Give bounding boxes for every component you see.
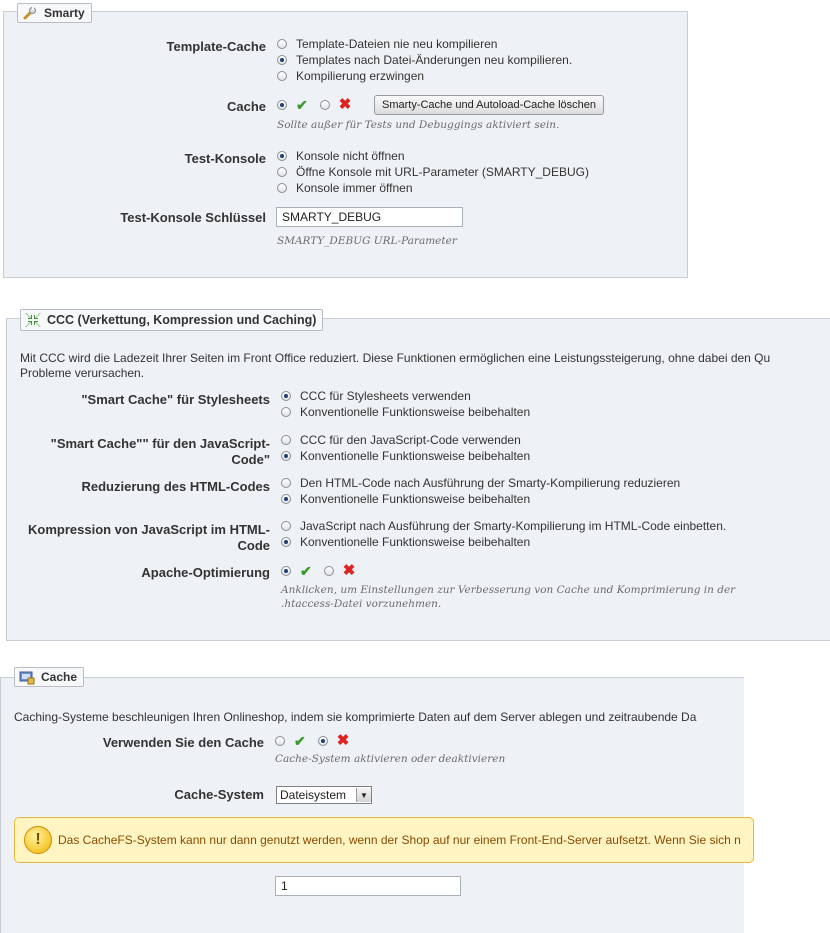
js-smart-cache-label: "Smart Cache"" für den JavaScript- Code" bbox=[50, 436, 270, 467]
ccc-intro: Mit CCC wird die Ladezeit Ihrer Seiten im Front Office reduziert. Diese Funktionen ermöglichen eine Leistungssteigerung, ohne dabei den Qu Probleme verursachen. bbox=[20, 351, 771, 380]
radio-button[interactable] bbox=[277, 71, 287, 81]
css-option-ccc[interactable]: CCC für Stylesheets verwenden bbox=[281, 388, 471, 404]
clear-smarty-cache-button[interactable]: Smarty-Cache und Autoload-Cache löschen bbox=[374, 95, 604, 115]
html-reduction-label: Reduzierung des HTML-Codes bbox=[81, 479, 270, 494]
check-icon: ✔ bbox=[296, 97, 308, 113]
js-compression-label: Kompression von JavaScript im HTML- Code bbox=[28, 522, 270, 553]
ccc-title: CCC (Verkettung, Kompression und Caching) bbox=[47, 313, 317, 327]
template-cache-option-never[interactable]: Template-Dateien nie neu kompilieren bbox=[277, 36, 497, 52]
radio-button[interactable] bbox=[281, 494, 291, 504]
cache-hint: Sollte außer für Tests und Debuggings aktiviert sein. bbox=[277, 119, 560, 131]
css-smart-cache-label: "Smart Cache" für Stylesheets bbox=[81, 392, 270, 407]
use-cache-hint: Cache-System aktivieren oder deaktivieren bbox=[275, 753, 506, 765]
template-cache-label: Template-Cache bbox=[166, 39, 266, 54]
radio-button[interactable] bbox=[281, 391, 291, 401]
cache-system-label: Cache-System bbox=[174, 787, 264, 802]
radio-button[interactable] bbox=[281, 521, 291, 531]
cache-depth-input[interactable]: 1 bbox=[275, 876, 461, 896]
use-cache-label: Verwenden Sie den Cache bbox=[102, 735, 264, 750]
cross-icon: ✖ bbox=[336, 732, 350, 749]
test-console-label: Test-Konsole bbox=[184, 151, 266, 166]
use-cache-toggle[interactable] bbox=[275, 733, 349, 749]
test-console-key-input[interactable]: SMARTY_DEBUG bbox=[276, 207, 463, 227]
radio-button[interactable] bbox=[281, 407, 291, 417]
radio-button[interactable] bbox=[277, 55, 287, 65]
cache-intro: Caching-Systeme beschleunigen Ihren Onlineshop, indem sie komprimierte Daten auf dem Server ablegen und zeitraubende Da bbox=[14, 710, 697, 724]
smarty-title: Smarty bbox=[44, 6, 85, 20]
radio-button[interactable] bbox=[277, 183, 287, 193]
cache-legend bbox=[14, 667, 84, 687]
cache-toggle[interactable] bbox=[277, 97, 351, 113]
test-console-key-label: Test-Konsole Schlüssel bbox=[120, 210, 266, 225]
cross-icon: ✖ bbox=[338, 96, 352, 113]
ccc-legend bbox=[20, 309, 323, 331]
apache-enable-radio[interactable] bbox=[281, 566, 291, 576]
cachefs-warning bbox=[14, 817, 754, 863]
cache-label: Cache bbox=[226, 99, 266, 114]
warning-icon: ! bbox=[24, 826, 52, 854]
server-cache-icon bbox=[19, 669, 35, 685]
apache-hint: Anklicken, um Einstellungen zur Verbesserung von Cache und Komprimierung in der .htaccess-Datei vorzunehmen. bbox=[281, 584, 736, 610]
html-option-reduce[interactable]: Den HTML-Code nach Ausführung der Smarty-Kompilierung reduzieren bbox=[281, 475, 680, 491]
test-console-option-url[interactable]: Öffne Konsole mit URL-Parameter (SMARTY_DEBUG) bbox=[277, 164, 589, 180]
radio-button[interactable] bbox=[281, 478, 291, 488]
check-icon: ✔ bbox=[300, 563, 312, 579]
radio-button[interactable] bbox=[281, 435, 291, 445]
compress-arrows-icon bbox=[25, 312, 41, 328]
cachefs-warning-text: Das CacheFS-System kann nur dann genutzt werden, wenn der Shop auf nur einem Front-End-Server aufsetzt. Wenn Sie sich n bbox=[58, 833, 741, 847]
use-cache-enable-radio[interactable] bbox=[275, 736, 285, 746]
cache-disable-radio[interactable] bbox=[320, 100, 330, 110]
js-inline-option-conventional[interactable]: Konventionelle Funktionsweise beibehalten bbox=[281, 534, 530, 550]
apache-disable-radio[interactable] bbox=[324, 566, 334, 576]
template-cache-option-force[interactable]: Kompilierung erzwingen bbox=[277, 68, 424, 84]
js-option-conventional[interactable]: Konventionelle Funktionsweise beibehalten bbox=[281, 448, 530, 464]
radio-button[interactable] bbox=[277, 167, 287, 177]
js-option-ccc[interactable]: CCC für den JavaScript-Code verwenden bbox=[281, 432, 521, 448]
smarty-legend bbox=[17, 3, 92, 23]
apache-toggle[interactable] bbox=[281, 563, 355, 579]
cache-title: Cache bbox=[41, 670, 78, 684]
radio-button[interactable] bbox=[277, 151, 287, 161]
chevron-down-icon[interactable]: ▼ bbox=[356, 788, 371, 802]
radio-button[interactable] bbox=[281, 537, 291, 547]
cache-enable-radio[interactable] bbox=[277, 100, 287, 110]
radio-button[interactable] bbox=[281, 451, 291, 461]
html-option-conventional[interactable]: Konventionelle Funktionsweise beibehalten bbox=[281, 491, 530, 507]
apache-optimization-label: Apache-Optimierung bbox=[141, 565, 270, 580]
radio-button[interactable] bbox=[277, 39, 287, 49]
test-console-option-always[interactable]: Konsole immer öffnen bbox=[277, 180, 413, 196]
test-console-option-none[interactable]: Konsole nicht öffnen bbox=[277, 148, 405, 164]
css-option-conventional[interactable]: Konventionelle Funktionsweise beibehalten bbox=[281, 404, 530, 420]
cross-icon: ✖ bbox=[342, 562, 356, 579]
check-icon: ✔ bbox=[294, 733, 306, 749]
use-cache-disable-radio[interactable] bbox=[318, 736, 328, 746]
cache-system-select[interactable]: Dateisystem ▼ bbox=[276, 786, 372, 804]
js-inline-option-embed[interactable]: JavaScript nach Ausführung der Smarty-Kompilierung im HTML-Code einbetten. bbox=[281, 518, 726, 534]
template-cache-option-on-change[interactable]: Templates nach Datei-Änderungen neu kompilieren. bbox=[277, 52, 572, 68]
wrench-icon bbox=[22, 5, 38, 21]
test-console-key-hint: SMARTY_DEBUG URL-Parameter bbox=[277, 235, 457, 247]
